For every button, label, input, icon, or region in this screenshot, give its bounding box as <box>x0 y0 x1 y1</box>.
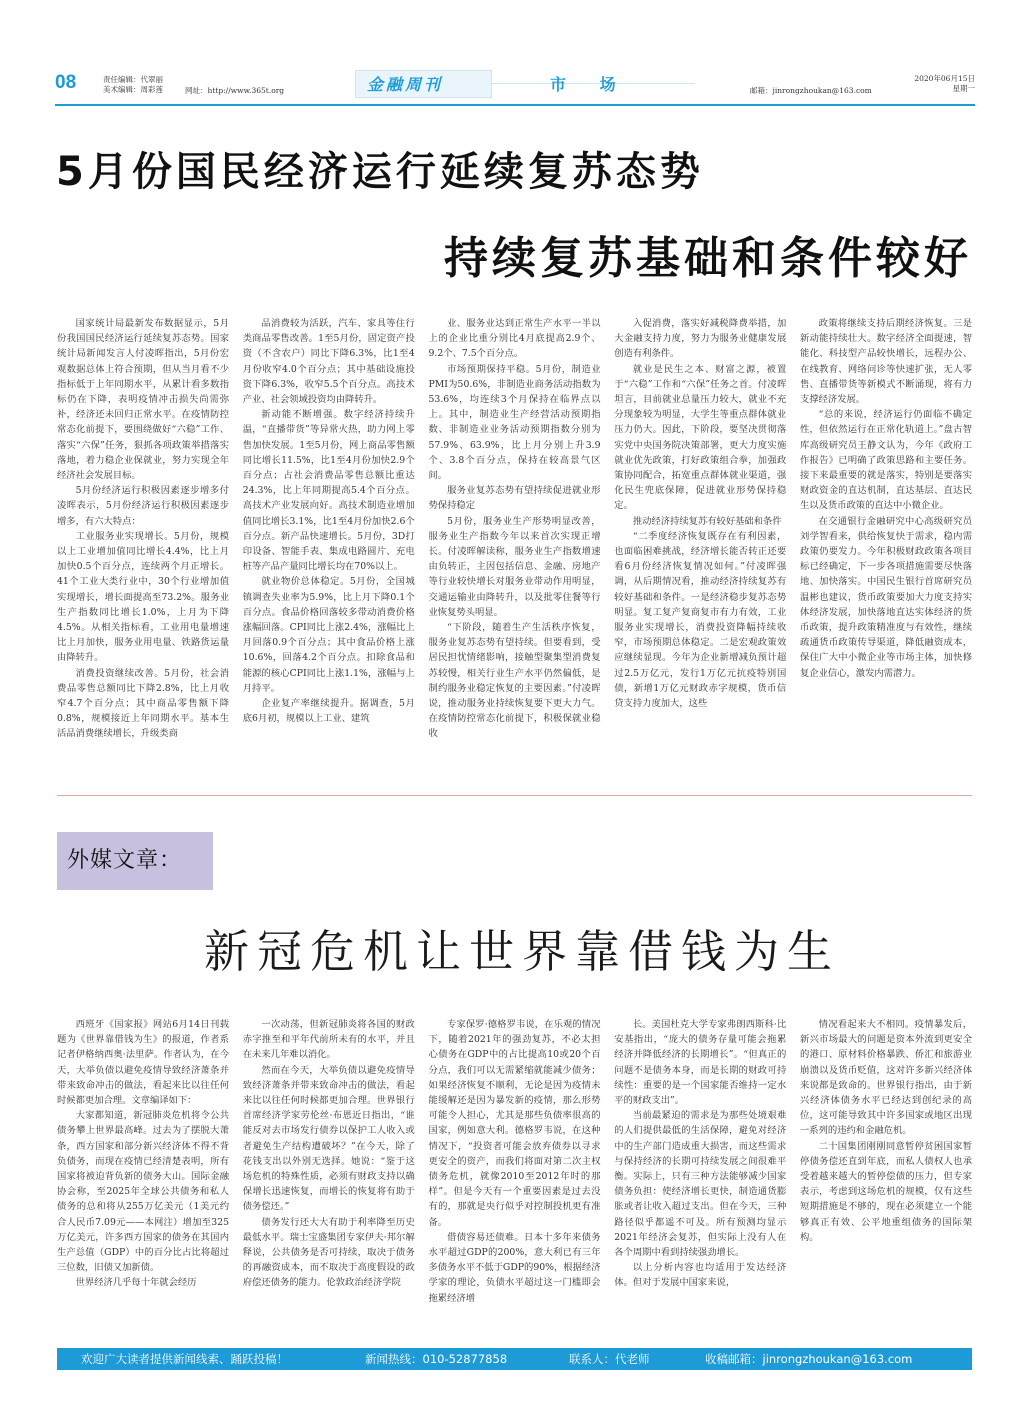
paragraph: 就业是民生之本、财富之源，被置于“六稳”工作和“六保”任务之首。付凌晖坦言，目前就业总量压力较大，就业不充分现象较为明显，大学生等重点群体就业压力仍大。因此，下阶段，要坚决贯彻落实党中央国务院决策部署，更大力度实施就业优先政策，打好政策组合拳，加强政策协同配合，拓宽重点群体就业渠道，强化民生兜底保障，促进就业形势保持稳定。 <box>614 363 787 512</box>
header-email: 邮箱：jinrongzhoukan@163.com <box>750 86 872 95</box>
paragraph: “二季度经济恢复既存在有利因素，也面临困难挑战，经济增长能否转正还要看6月份经济恢复情况如何。”付凌晖强调，从后期情况看，推动经济持续复苏有较好基础和条件。一是经济稳步复苏态势明显。复工复产复商复市有力有效，工业服务业实现增长，消费投资降幅持续收窄，市场预期总体稳定。二是宏观政策效应继续显现。今年为企业新增减负预计超过2.5万亿元，发行1万亿元抗疫特别国债，新增1万亿元财政赤字规模，货币信贷支持力度加大，这些 <box>614 530 787 710</box>
weekday-line: 星期一 <box>952 84 975 93</box>
paragraph: 然而在今天，大举负债以避免疫情导致经济萧条并带来致命冲击的做法，看起来比以往任何时候都更加合理。世界银行首席经济学家劳伦丝·布恩近日指出，“谁能反对去市场发行债券以保护工人收入或者避免生产结构遭破坏？”在今天，除了花钱支出以外别无选择。她说：“鉴于这场危机的特殊性质，必须有财政支持以确保增长迅速恢复，而增长的恢复将有助于债务偿还。” <box>242 1064 415 1213</box>
paragraph: 一次动荡，但新冠肺炎将各国的财政赤字推至和平年代前所未有的水平，并且在未来几年难以消化。 <box>242 1019 415 1061</box>
paragraph: 专家保罗·德格罗韦说，在乐观的情况下，随着2021年的强劲复苏，不必太担心债务在GDP中的占比提高10或20个百分点，我们可以无需紧缩就能减少债务；如果经济恢复不顺利，无论是因为疫情未能缓解还是因为暴发新的疫情，那么形势可能令人担心，尤其是那些负债率很高的国家，例如意大利。德格罗韦说，在这种情况下，“投资者可能会放弃债券以寻求更安全的资产，而我们将面对第二次主权债务危机，就像2010至2012年时的那样”。但是今天有一个重要因素是过去没有的，那就是央行似乎对控制投机更有准备。 <box>428 1019 601 1228</box>
article2-column-4 <box>614 1017 786 1342</box>
footer-invite: 欢迎广大读者提供新闻线索、踊跃投稿！ <box>81 1352 288 1366</box>
paragraph: “下阶段，随着生产生活秩序恢复，服务业复苏态势有望持续。但要看到，受居民担忧情绪影响，接触型聚集型消费复苏较慢，相关行业生产水平仍然偏低，是制约服务业稳定恢复的主要因素。”付凌晖说，推动服务业持续恢复要下更大力气。在疫情防控常态化前提下，积极保就业稳收 <box>428 622 601 740</box>
paragraph: 大家都知道，新冠肺炎危机将令公共债务攀上世界最高峰。过去为了摆脱大萧条，西方国家和部分新兴经济体不得不背负债务，而现在疫情已经清楚表明，所有国家将被迫背负新的债务大山。国际金融协会称，至2025年全球公共债务和私人债务的总和将从255万亿美元（1美元约合人民币7.09元——本网注）增加至325万亿美元，许多西方国家的债务在其国内生产总值（GDP）中的百分比占比将超过三位数，旧债又加新债。 <box>57 1110 229 1274</box>
paragraph: 情况看起来大不相同。疫情暴发后，新兴市场最大的问题是资本外流到更安全的港口、原材料价格暴跌、侨汇和旅游业崩溃以及货币贬值，这对许多新兴经济体来说都是致命的。世界银行指出，由于新兴经济体债务水平已经达到创纪录的高位，这可能导致其中许多国家或地区出现一系列的违约和金融危机。 <box>800 1019 972 1137</box>
issue-date <box>914 74 975 94</box>
article2-headline: 新冠危机让世界靠借钱为生 <box>204 925 841 978</box>
paragraph: 借债容易还债难。日本十多年来债务水平超过GDP的200%，意大利已有三年多债务水平不低于GDP的90%，根据经济学家的理论，负债水平超过这一门槛即会拖累经济增 <box>428 1231 601 1304</box>
paragraph: 入促消费，落实好减税降费举措，加大金融支持力度，努力为服务业健康发展创造有利条件。 <box>614 318 787 360</box>
paragraph: 二十国集团刚刚同意暂停贫困国家暂停债务偿还直到年底，而私人债权人也承受着越来越大的暂停偿债的压力，但专家表示，考虑到这场危机的规模，仅有这些短期措施是不够的，现在必须建立一个能够真正有效、公平地重组债务的国际架构。 <box>800 1140 972 1243</box>
article1-subheadline: 持续复苏基础和条件较好 <box>444 233 972 284</box>
publication-title: 金融周刊 <box>367 75 444 94</box>
website-line: 网址：http://www.365t.org <box>185 86 285 95</box>
editor-credits <box>103 75 163 95</box>
article2-body <box>57 1017 972 1342</box>
designer-line: 美术编辑：周彩莲 <box>103 85 163 94</box>
article1-column-4 <box>614 316 786 761</box>
article1-column-5 <box>800 316 972 761</box>
section-divider <box>57 795 972 796</box>
article1-headline: 5月份国民经济运行延续复苏态势 <box>56 149 704 195</box>
section-title: 市 场 <box>550 75 630 94</box>
article1-column-1 <box>57 316 229 761</box>
article2-column-5 <box>800 1017 972 1342</box>
footer-bar <box>57 1348 972 1370</box>
subheading: 推动经济持续复苏有较好基础和条件 <box>632 515 782 527</box>
paragraph: 国家统计局最新发布数据显示，5月份我国国民经济运行延续复苏态势。国家统计局新闻发言人付凌晖指出，5月份宏观数据总体上符合预期，但从当月看不少指标低于上年同期水平，从累计看多数指标仍在下降，表明疫情冲击损失尚需弥补，经济还未回归正常水平。在疫情防控常态化前提下，要围绕做好“六稳”工作、落实“六保”任务，狠抓各项政策举措落实落地，着力稳企业保就业，努力实现全年经济社会发展目标。 <box>57 318 229 482</box>
paragraph: “总的来说，经济运行仍面临不确定性，但依然运行在正常化轨道上。”盘古智库高级研究员王静文认为，今年《政府工作报告》已明确了政策思路和主要任务。接下来最重要的就是落实，特别是要落实财政资金的直达机制，直达基层、直达民生以及货币政策的直达中小微企业。 <box>800 409 972 512</box>
footer-hotline: 新闻热线：010-52877858 <box>365 1352 508 1366</box>
paragraph: 企业复产率继续提升。据调查，5月底6月初，规模以上工业、建筑 <box>242 698 415 725</box>
section-label: 外媒文章： <box>57 832 213 890</box>
paragraph: 政策将继续支持后期经济恢复。三是新动能持续壮大。数字经济全面提速，智能化、科技型产品较快增长，远程办公、在线教育、网络问诊等快速扩张，无人零售、直播带货等新模式不断涌现，将有力支撑经济发展。 <box>800 318 972 406</box>
footer-contact: 联系人：代老师 <box>569 1352 650 1366</box>
footer-email: 收稿邮箱：jinrongzhoukan@163.com <box>705 1352 913 1366</box>
paragraph: 市场预期保持平稳。5月份，制造业PMI为50.6%，非制造业商务活动指数为53.6%，均连续3个月保持在临界点以上。其中，制造业生产经营活动预期指数、非制造业业务活动预期指数分别为57.9%、63.9%，比上月分别上升3.9个、3.8个百分点，保持在较高景气区间。 <box>428 363 601 482</box>
editor-line: 责任编辑：代翠丽 <box>103 75 163 84</box>
paragraph: 新动能不断增强。数字经济持续升温，“直播带货”等异常火热，助力网上零售加快发展。1至5月份，网上商品零售额同比增长11.5%，比1至4月份加快2.9个百分点；占社会消费品零售总额比重达24.3%，比上年同期提高5.4个百分点。高技术产业发展向好。高技术制造业增加值同比增长3.1%，比1至4月份加快2.6个百分点。新产品快速增长。5月份，3D打印设备、智能手表、集成电路圆片、充电桩等产品产量同比增长均在70%以上。 <box>242 409 415 573</box>
header-rule <box>55 104 975 106</box>
paragraph: 世界经济几乎每十年就会经历 <box>75 1277 197 1289</box>
paragraph: 长。美国杜克大学专家弗朗西斯科·比安基指出，“庞大的债务存量可能会拖累经济并降低经济的长期增长”。“但真正的问题不是债务本身，而是长期的财政可持续性：重要的是一个国家能否维持一定水平的财政支出”。 <box>614 1019 787 1107</box>
date-line: 2020年06月15日 <box>914 74 975 83</box>
article2-column-2 <box>243 1017 415 1342</box>
paragraph: 品消费较为活跃，汽车、家具等住行类商品零售改善。1至5月份，固定资产投资（不含农户）同比下降6.3%，比1至4月份收窄4.0个百分点；其中基础设施投资下降6.3%，收窄5.5个百分点。高技术产业、社会领域投资均由降转升。 <box>242 318 415 406</box>
article2-column-3 <box>429 1017 601 1342</box>
masthead-banner <box>355 70 695 98</box>
article1-column-2 <box>243 316 415 761</box>
paragraph: 债务发行还大大有助于利率降至历史最低水平。瑞士宝盛集团专家伊夫·邦尔解释说，公共债务是否可持续，取决于债务的再融资成本，而不取决于高度假设的政府偿还债务的能力。伦敦政治经济学院 <box>242 1216 415 1289</box>
paragraph: 在交通银行金融研究中心高级研究员刘学智看来，供给恢复快于需求，稳内需政策仍要发力。今年积极财政政策各项目标已经确定，下一步各项措施需要尽快落地、加快落实。中国民生银行首席研究员温彬也建议，货币政策要加大力度支持实体经济发展，加快落地直达实体经济的货币政策，提升政策精准度与有效性，继续疏通货币政策传导渠道，降低融资成本，保住广大中小微企业等市场主体，加快修复企业信心，激发内需潜力。 <box>800 515 972 679</box>
article2-column-1 <box>57 1017 229 1342</box>
paragraph: 当前最紧迫的需求是为那些处境艰难的人们提供最低的生活保障，避免对经济中的生产部门造成重大损害，而这些需求与保持经济的长期可持续发展之间很难平衡。实际上，只有三种方法能够减少国家债务负担：使经济增长更快，制造通货膨胀或者让收入超过支出。但在今天，三种路径似乎都遥不可及。所有预测均显示2021年经济会复苏，但实际上没有人在各个周期中看到持续强劲增长。 <box>614 1110 787 1259</box>
article1-body <box>57 316 972 761</box>
paragraph: 5月份，服务业生产形势明显改善，服务业生产指数今年以来首次实现正增长。付凌晖解读称，服务业生产指数增速由负转正，主因包括信息、金融、房地产等行业较快增长对服务业带动作用明显，交通运输业由降转升，以及批零住餐等行业恢复势头明显。 <box>428 515 601 618</box>
page-number: 08 <box>55 72 77 93</box>
page-header <box>55 74 975 104</box>
paragraph: 消费投资继续改善。5月份，社会消费品零售总额同比下降2.8%，比上月收窄4.7个百分点；其中商品零售额下降0.8%，规模接近上年同期水平。基本生活品消费继续增长，升级类商 <box>57 667 229 740</box>
paragraph: 5月份经济运行积极因素逐步增多付凌晖表示，5月份经济运行积极因素逐步增多，有六大特点： <box>57 485 229 527</box>
subheading: 服务业复苏态势有望持续促进就业形势保持稳定 <box>428 485 601 512</box>
paragraph: 就业物价总体稳定。5月份，全国城镇调查失业率为5.9%，比上月下降0.1个百分点。食品价格回落较多带动消费价格涨幅回落。CPI同比上涨2.4%，涨幅比上月回落0.9个百分点；其中食品价格上涨10.6%，回落4.2个百分点。扣除食品和能源的核心CPI同比上涨1.1%，涨幅与上月持平。 <box>242 576 415 694</box>
paragraph: 以上分析内容也均适用于发达经济体。但对于发展中国家来说， <box>614 1262 787 1289</box>
paragraph: 业、服务业达到正常生产水平一半以上的企业比重分别比4月底提高2.9个、9.2个、7.5个百分点。 <box>428 318 601 360</box>
article1-column-3 <box>429 316 601 761</box>
paragraph: 工业服务业实现增长。5月份，规模以上工业增加值同比增长4.4%，比上月加快0.5个百分点，连续两个月正增长。41个工业大类行业中，30个行业增加值实现增长，增长面提高至73.2%。服务业生产指数同比增长1.0%，上月为下降4.5%。从相关指标看，工业用电量增速比上月加快，服务业用电量、铁路货运量由降转升。 <box>57 530 229 664</box>
paragraph: 西班牙《国家报》网站6月14日刊载题为《世界靠借钱为生》的报道，作者系记者伊格纳西奥·法里萨。作者认为，在今天，大举负债以避免疫情导致经济萧条并带来致命冲击的做法，看起来比以往任何时候都更加合理。文章编译如下： <box>57 1019 229 1107</box>
